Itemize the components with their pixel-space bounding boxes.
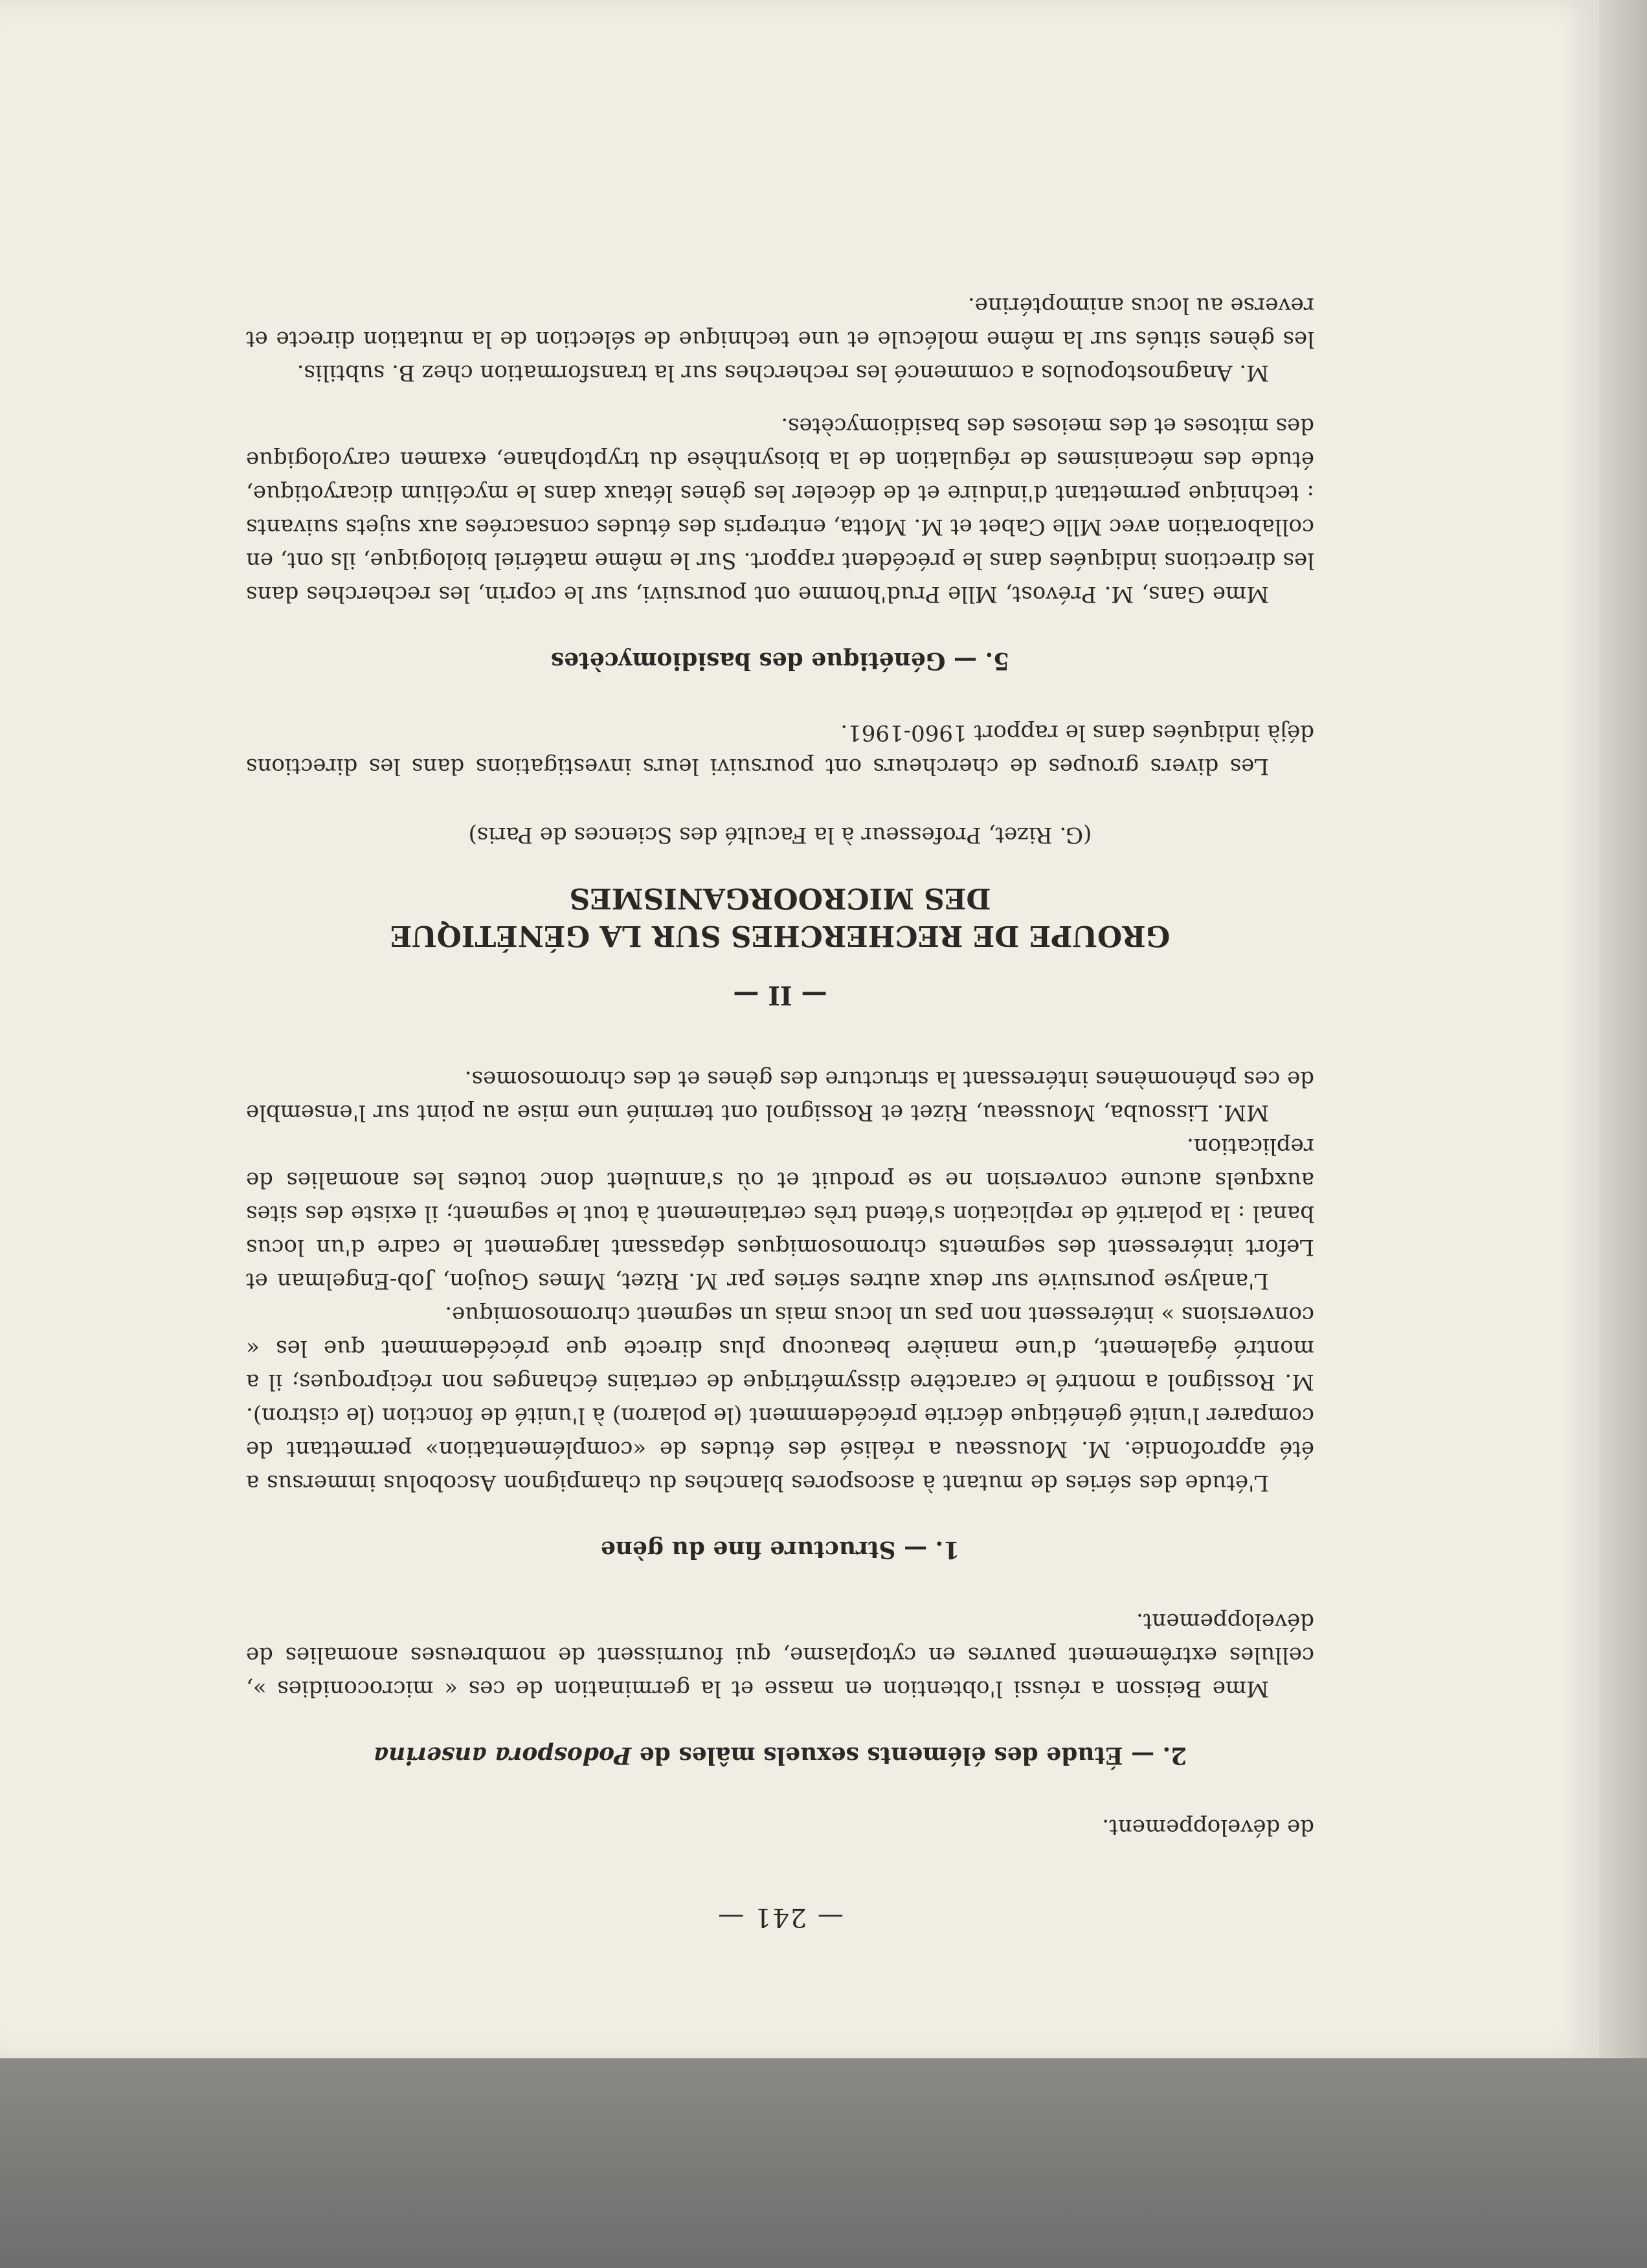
continued-paragraph: de développement.: [1102, 1814, 1314, 1840]
paper-edge: [1599, 0, 1647, 2058]
chapter-title-line-2: DES MICROORGANISMES: [569, 882, 991, 915]
section-1-paragraph-2: L'analyse poursuivie sur deux autres séries par M. Rizet, Mmes Goujon, Job-Engelman et Lefort intéressent des segments chromosomiques dépassant largement le cadre d'un locus banal : la polarité de replication s'étend très certainement à tout le segment; il existe des sites auxquels aucune conversion ne se produit et où s'annulent donc toutes les anomalies de replication.: [246, 1133, 1314, 1294]
section-2-paragraph: Mme Beisson a réussi l'obtention en masse et la germination de ces « microconidies », cellules extrêmement pauvres en cytoplasme, qui fournissent de nombreuses anomalies de développement.: [246, 1608, 1314, 1702]
chapter-number: — II —: [733, 980, 827, 1010]
top-paragraph: les gènes situés sur la même molécule et une technique de sélection de la mutation directe et reverse au locus animoptérine.: [246, 293, 1314, 352]
scanner-bed: [0, 2055, 1647, 2268]
section-1-paragraph-3: MM. Lissouba, Mousseau, Rizet et Rossignol ont terminé une mise au point sur l'ensemble de ces phénomènes intéressant la structure des gènes et des chromosomes.: [246, 1066, 1314, 1126]
section-5-title: 5. — Génétique des basidiomycètes: [550, 647, 1010, 674]
page-content: [246, 289, 1314, 1932]
chapter-byline: (G. Rizet, Professeur à la Faculté des Sciences de Paris): [468, 822, 1092, 848]
section-1-paragraph-1: L'étude des séries de mutant à ascospores blanches du champignon Ascobolus immersus a été approfondie. M. Mousseau a réalisé des études de «complémentation» permettant de comparer l'unité génétique décrite précédemment (le polaron) à l'unité de fonction (le cistron). M. Rossignol a montré le caractère dissymétrique de certains échanges non réciproques; il a montré également, d'une manière beaucoup plus directe que précédemment que les « conversions » intéressent non pas un locus mais un segment chromosomique.: [246, 1302, 1314, 1496]
page-number: — 241 —: [717, 1902, 844, 1932]
section-2-title: 2. — Étude des éléments sexuels mâles de Podospora anserina: [373, 1742, 1187, 1769]
chapter-intro: Les divers groupes de chercheurs ont poursuivi leurs investigations dans les directions déjà indiquées dans le rapport 1960-1961.: [246, 720, 1314, 779]
section-1-title: 1. — Structure fine du gène: [600, 1536, 960, 1563]
anagnostopoulos-paragraph: M. Anagnostopoulos a commencé les recherches sur la transformation chez B. subtilis.: [297, 360, 1269, 386]
chapter-title-line-1: GROUPE DE RECHERCHES SUR LA GÉNÉTIQUE: [390, 919, 1171, 952]
section-5-paragraph: Mme Gans, M. Prévost, Mlle Prud'homme ont poursuivi, sur le coprin, les recherches dans les directions indiquées dans le précédent rapport. Sur le même matériel biologique, ils ont, en collaboration avec Mlle Cabet et M. Motta, entrepris des études consacrées aux sujets suivants : technique permettant d'induire et de déceler les gènes létaux dans le mycélium dicaryotique, étude des mécanismes de régulation de la biosynthèse du tryptophane, examen caryologique des mitoses et des meioses des basidiomycètes.: [246, 413, 1314, 607]
